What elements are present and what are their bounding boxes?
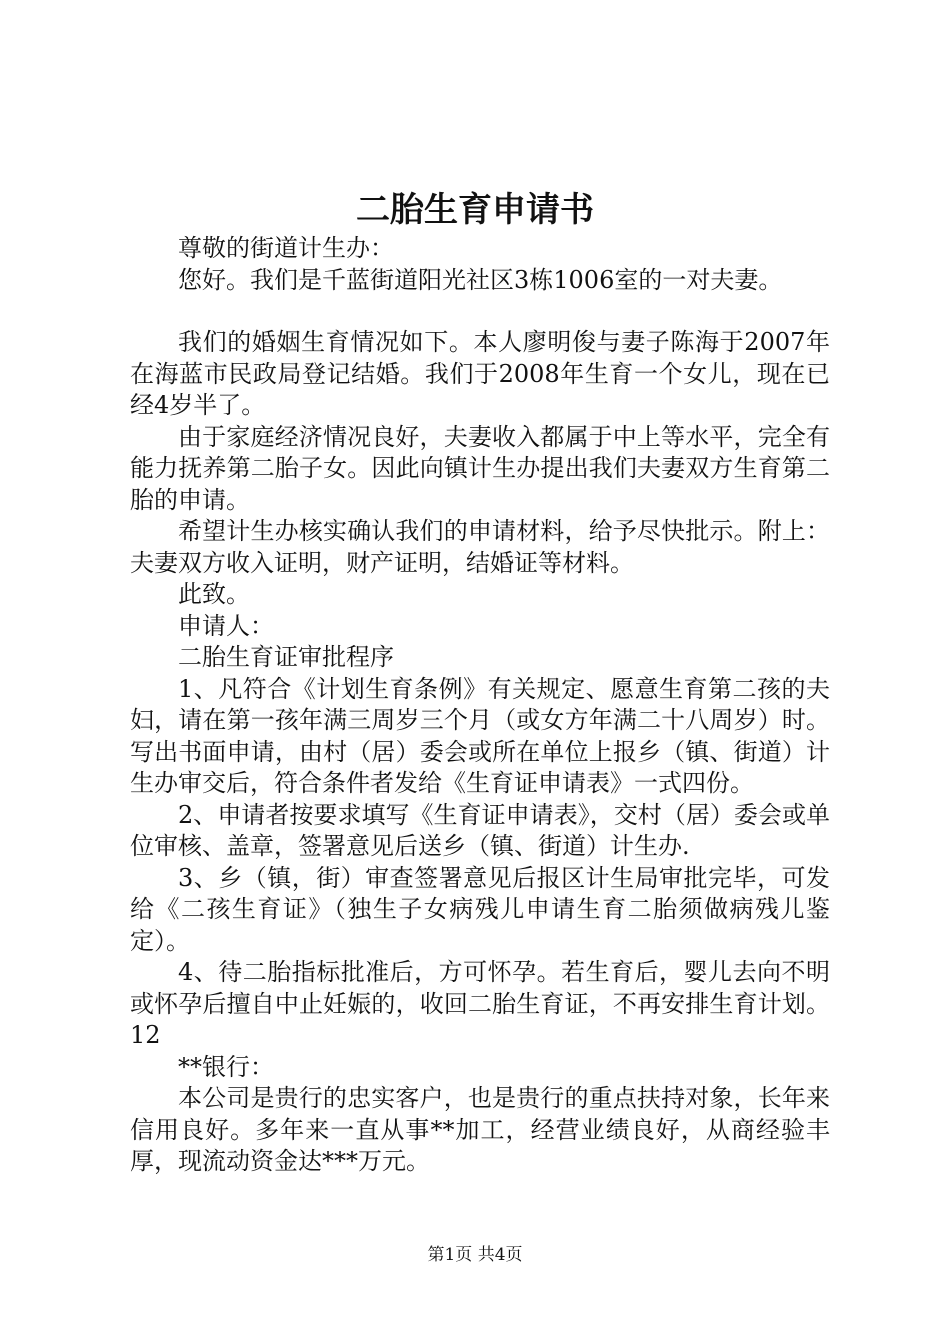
request-paragraph: 希望计生办核实确认我们的申请材料，给予尽快批示。附上：夫妻双方收入证明，财产证明，结婚证等材料。 [130, 517, 830, 577]
page-title: 二胎生育申请书 [356, 190, 594, 230]
procedure-step-3: 3、乡（镇，街）审查签署意见后报区计生局审批完毕，可发给《二孩生育证》（独生子女病残儿申请生育二胎须做病残儿鉴定）。 [130, 863, 830, 955]
greeting-paragraph: 您好。我们是千蓝街道阳光社区3栋1006室的一对夫妻。 [178, 265, 783, 294]
document-body [130, 233, 830, 1178]
applicant-line: 申请人： [178, 611, 274, 640]
page-footer: 第1页 共4页 [427, 1245, 523, 1265]
salutation: 尊敬的街道计生办： [178, 234, 394, 262]
economic-status-paragraph: 由于家庭经济情况良好，夫妻收入都属于中上等水平，完全有能力抚养第二胎子女。因此向镇计生办提出我们夫妻双方生育第二胎的申请。 [130, 422, 830, 514]
marriage-status-paragraph: 我们的婚姻生育情况如下。本人廖明俊与妻子陈海于2007年在海蓝市民政局登记结婚。我们于2008年生育一个女儿，现在已经4岁半了。 [130, 328, 830, 419]
bank-salutation: **银行： [178, 1052, 274, 1081]
bank-letter-paragraph: 本公司是贵行的忠实客户，也是贵行的重点扶持对象，长年来信用良好。多年来一直从事**加工，经营业绩良好，从商经验丰厚，现流动资金达***万元。 [130, 1084, 830, 1175]
procedure-step-2: 2、申请者按要求填写《生育证申请表》，交村（居）委会或单位审核、盖章，签署意见后送乡（镇、街道）计生办. [130, 800, 830, 860]
closing-line: 此致。 [178, 580, 250, 608]
procedure-step-4: 4、待二胎指标批准后，方可怀孕。若生育后，婴儿去向不明或怀孕后擅自中止妊娠的，收回二胎生育证，不再安排生育计划。12 [130, 958, 830, 1049]
procedure-heading: 二胎生育证审批程序 [178, 643, 394, 671]
procedure-step-1: 1、凡符合《计划生育条例》有关规定、愿意生育第二孩的夫妇，请在第一孩年满三周岁三个月（或女方年满二十八周岁）时。写出书面申请，由村（居）委会或所在单位上报乡（镇、街道）计生办审交后，符合条件者发给《生育证申请表》一式四份。 [130, 674, 830, 797]
